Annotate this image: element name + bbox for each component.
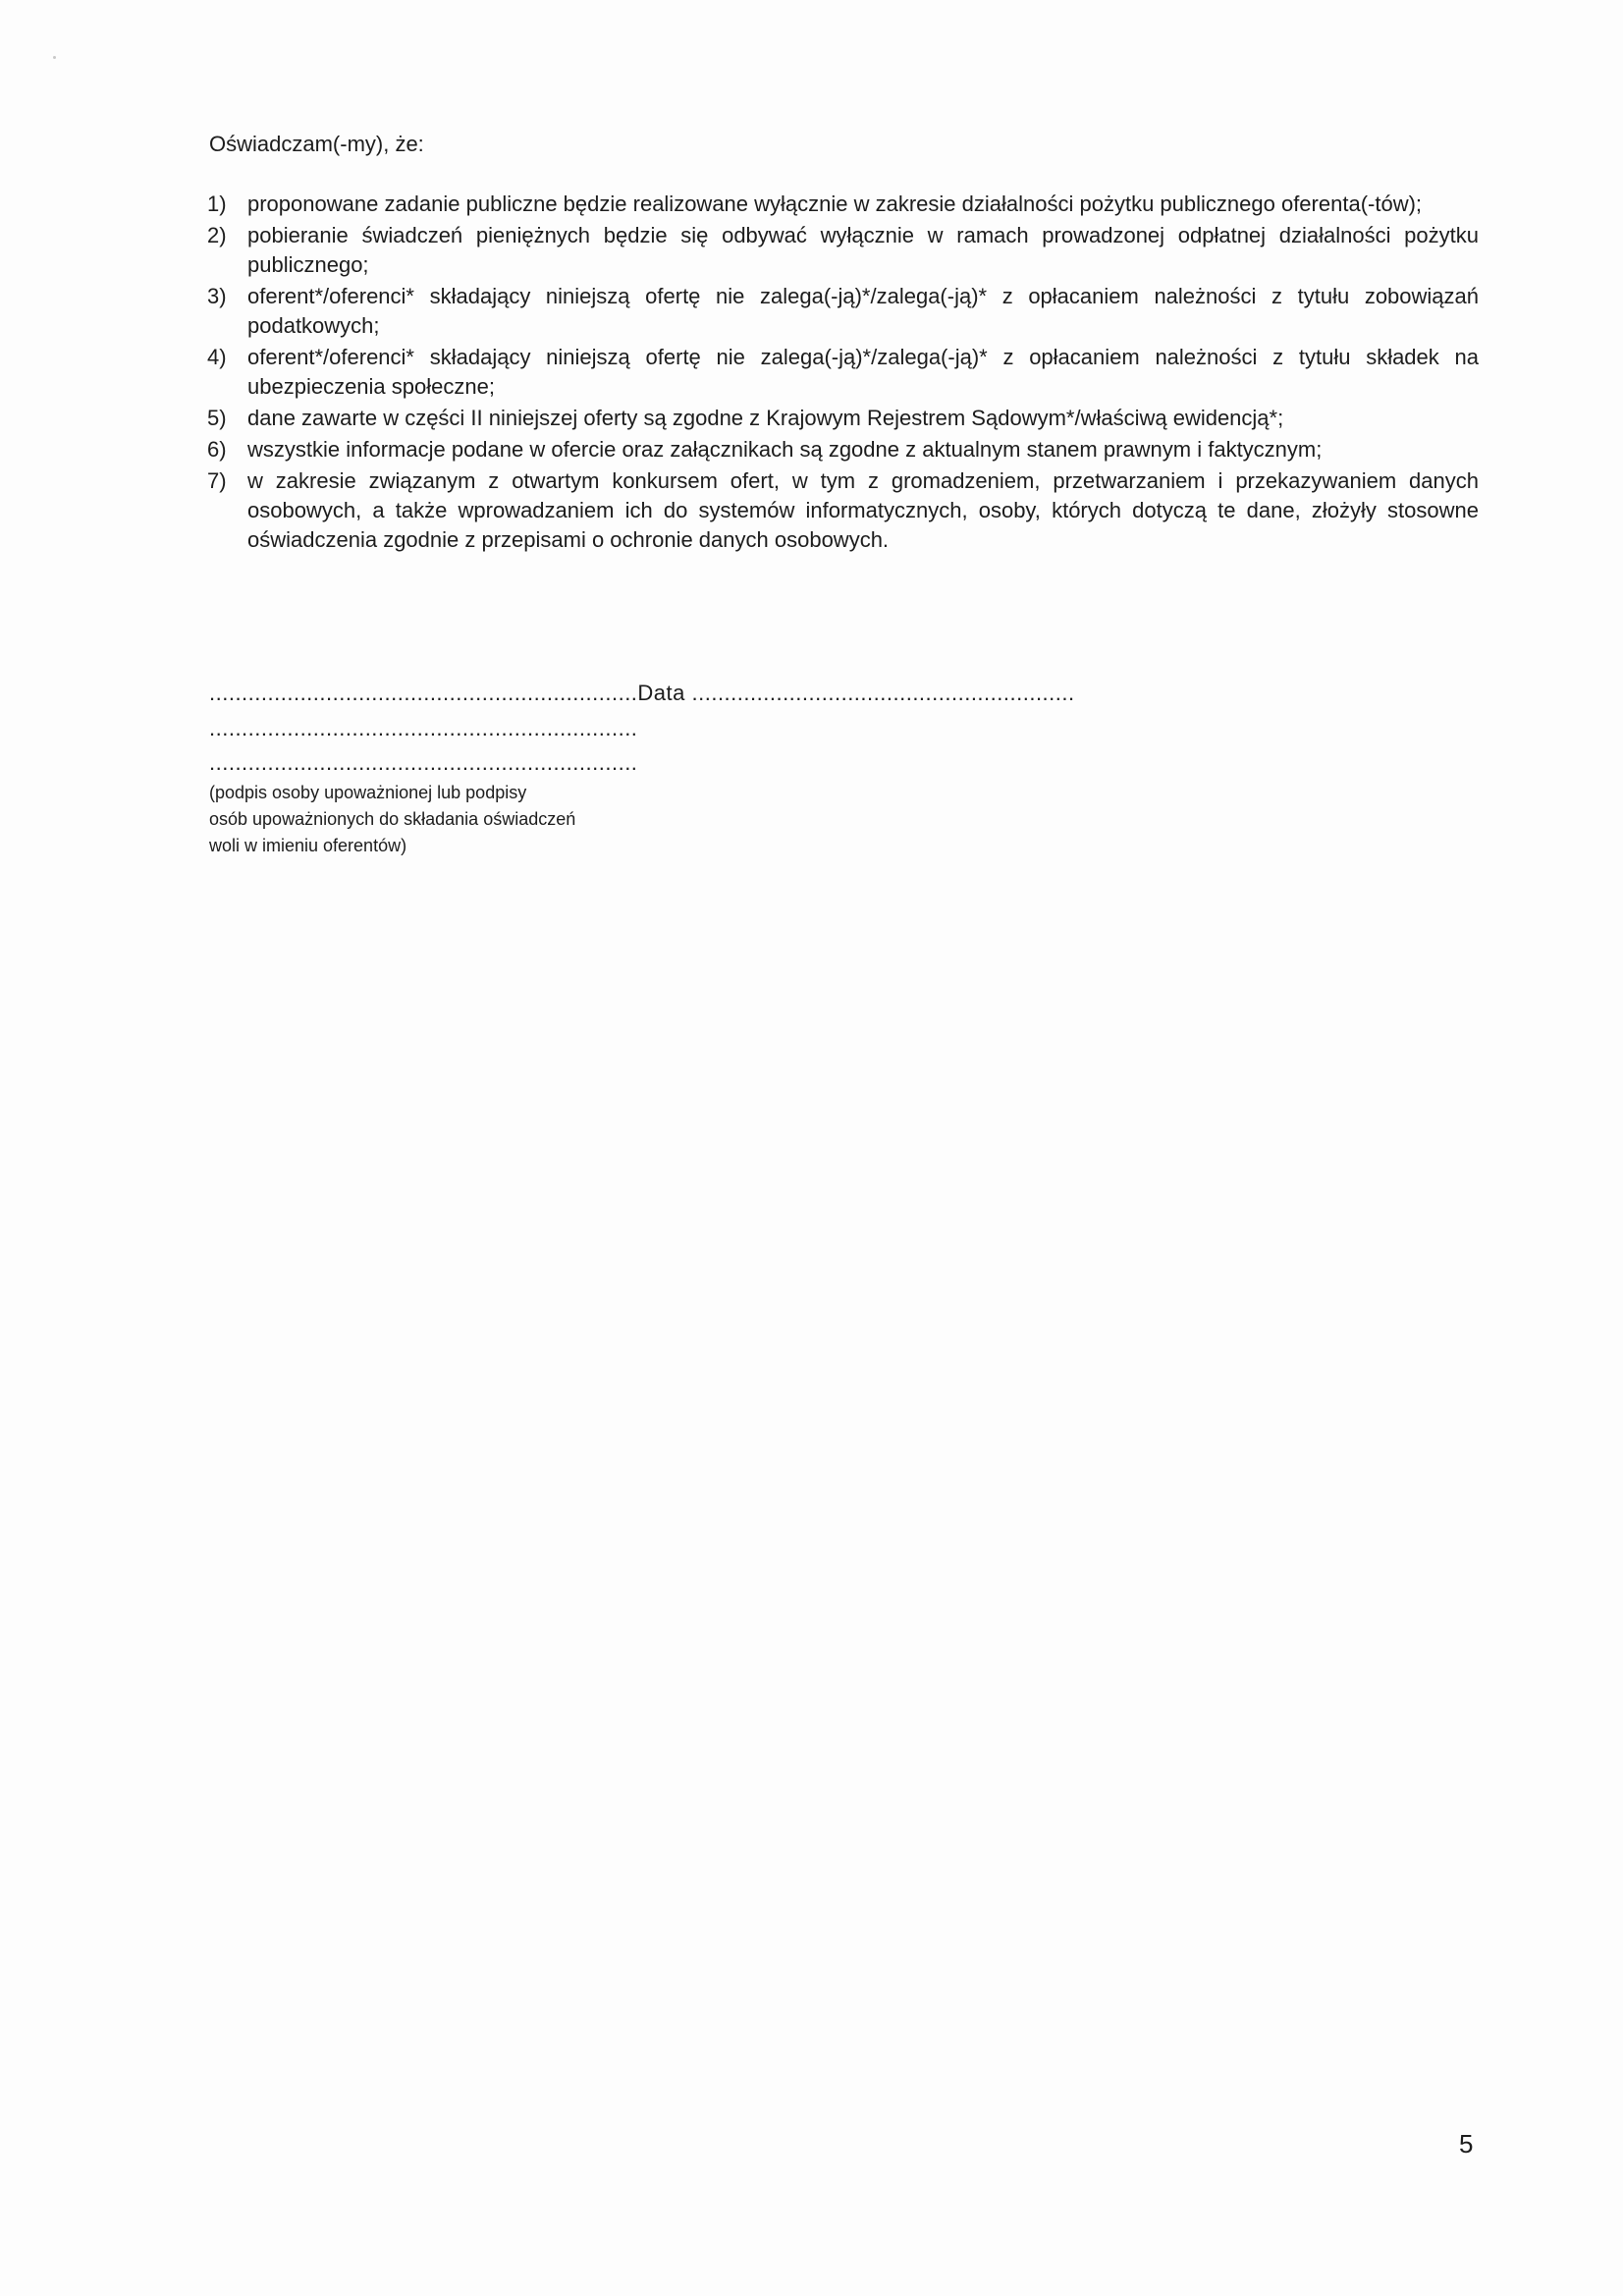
list-item <box>207 435 1479 465</box>
item-number: 1) <box>207 191 227 216</box>
item-number: 6) <box>207 437 227 462</box>
list-item <box>207 466 1479 555</box>
item-number: 7) <box>207 468 227 493</box>
item-number: 4) <box>207 345 227 369</box>
item-text: dane zawarte w części II niniejszej oferty są zgodne z Krajowym Rejestrem Sądowym*/właściwą ewidencją*; <box>247 406 1284 430</box>
list-item <box>207 221 1479 280</box>
list-item <box>207 404 1479 433</box>
item-text: oferent*/oferenci* składający niniejszą ofertę nie zalega(-ją)*/zalega(-ją)* z opłacaniem należności z tytułu składek na ubezpieczenia społeczne; <box>247 345 1479 399</box>
item-text: oferent*/oferenci* składający niniejszą ofertę nie zalega(-ją)*/zalega(-ją)* z opłacaniem należności z tytułu zobowiązań podatkowych; <box>247 284 1479 338</box>
item-text: pobieranie świadczeń pieniężnych będzie się odbywać wyłącznie w ramach prowadzonej odpłatnej działalności pożytku publicznego; <box>247 223 1479 277</box>
item-text: wszystkie informacje podane w ofercie oraz załącznikach są zgodne z aktualnym stanem prawnym i faktycznym; <box>247 437 1323 462</box>
signature-date-line: ..................................................................Data ........................................................... <box>209 681 1075 705</box>
signature-line: .................................................................. <box>209 716 638 740</box>
list-item <box>207 190 1479 219</box>
item-text: proponowane zadanie publiczne będzie realizowane wyłącznie w zakresie działalności pożytku publicznego oferenta(-tów); <box>247 191 1423 216</box>
signature-caption-line: osób upoważnionych do składania oświadczeń <box>209 809 576 829</box>
list-item <box>207 282 1479 341</box>
list-item <box>207 343 1479 402</box>
scan-speck <box>53 56 56 59</box>
item-number: 5) <box>207 406 227 430</box>
page-number: 5 <box>1459 2129 1474 2159</box>
signature-caption-line: (podpis osoby upoważnionej lub podpisy <box>209 783 527 802</box>
item-number: 3) <box>207 284 227 308</box>
signature-caption-line: woli w imieniu oferentów) <box>209 836 407 855</box>
statements-list <box>207 190 1479 557</box>
item-text: w zakresie związanym z otwartym konkursem ofert, w tym z gromadzeniem, przetwarzaniem i przekazywaniem danych osobowych, a także wprowadzaniem ich do systemów informatycznych, osoby, których dotyczą te dane, złożyły stosowne oświadczenia zgodnie z przepisami o ochronie danych osobowych. <box>247 468 1479 552</box>
signature-line: .................................................................. <box>209 750 638 775</box>
item-number: 2) <box>207 223 227 247</box>
signature-caption <box>209 780 575 859</box>
intro-heading: Oświadczam(-my), że: <box>209 132 424 156</box>
